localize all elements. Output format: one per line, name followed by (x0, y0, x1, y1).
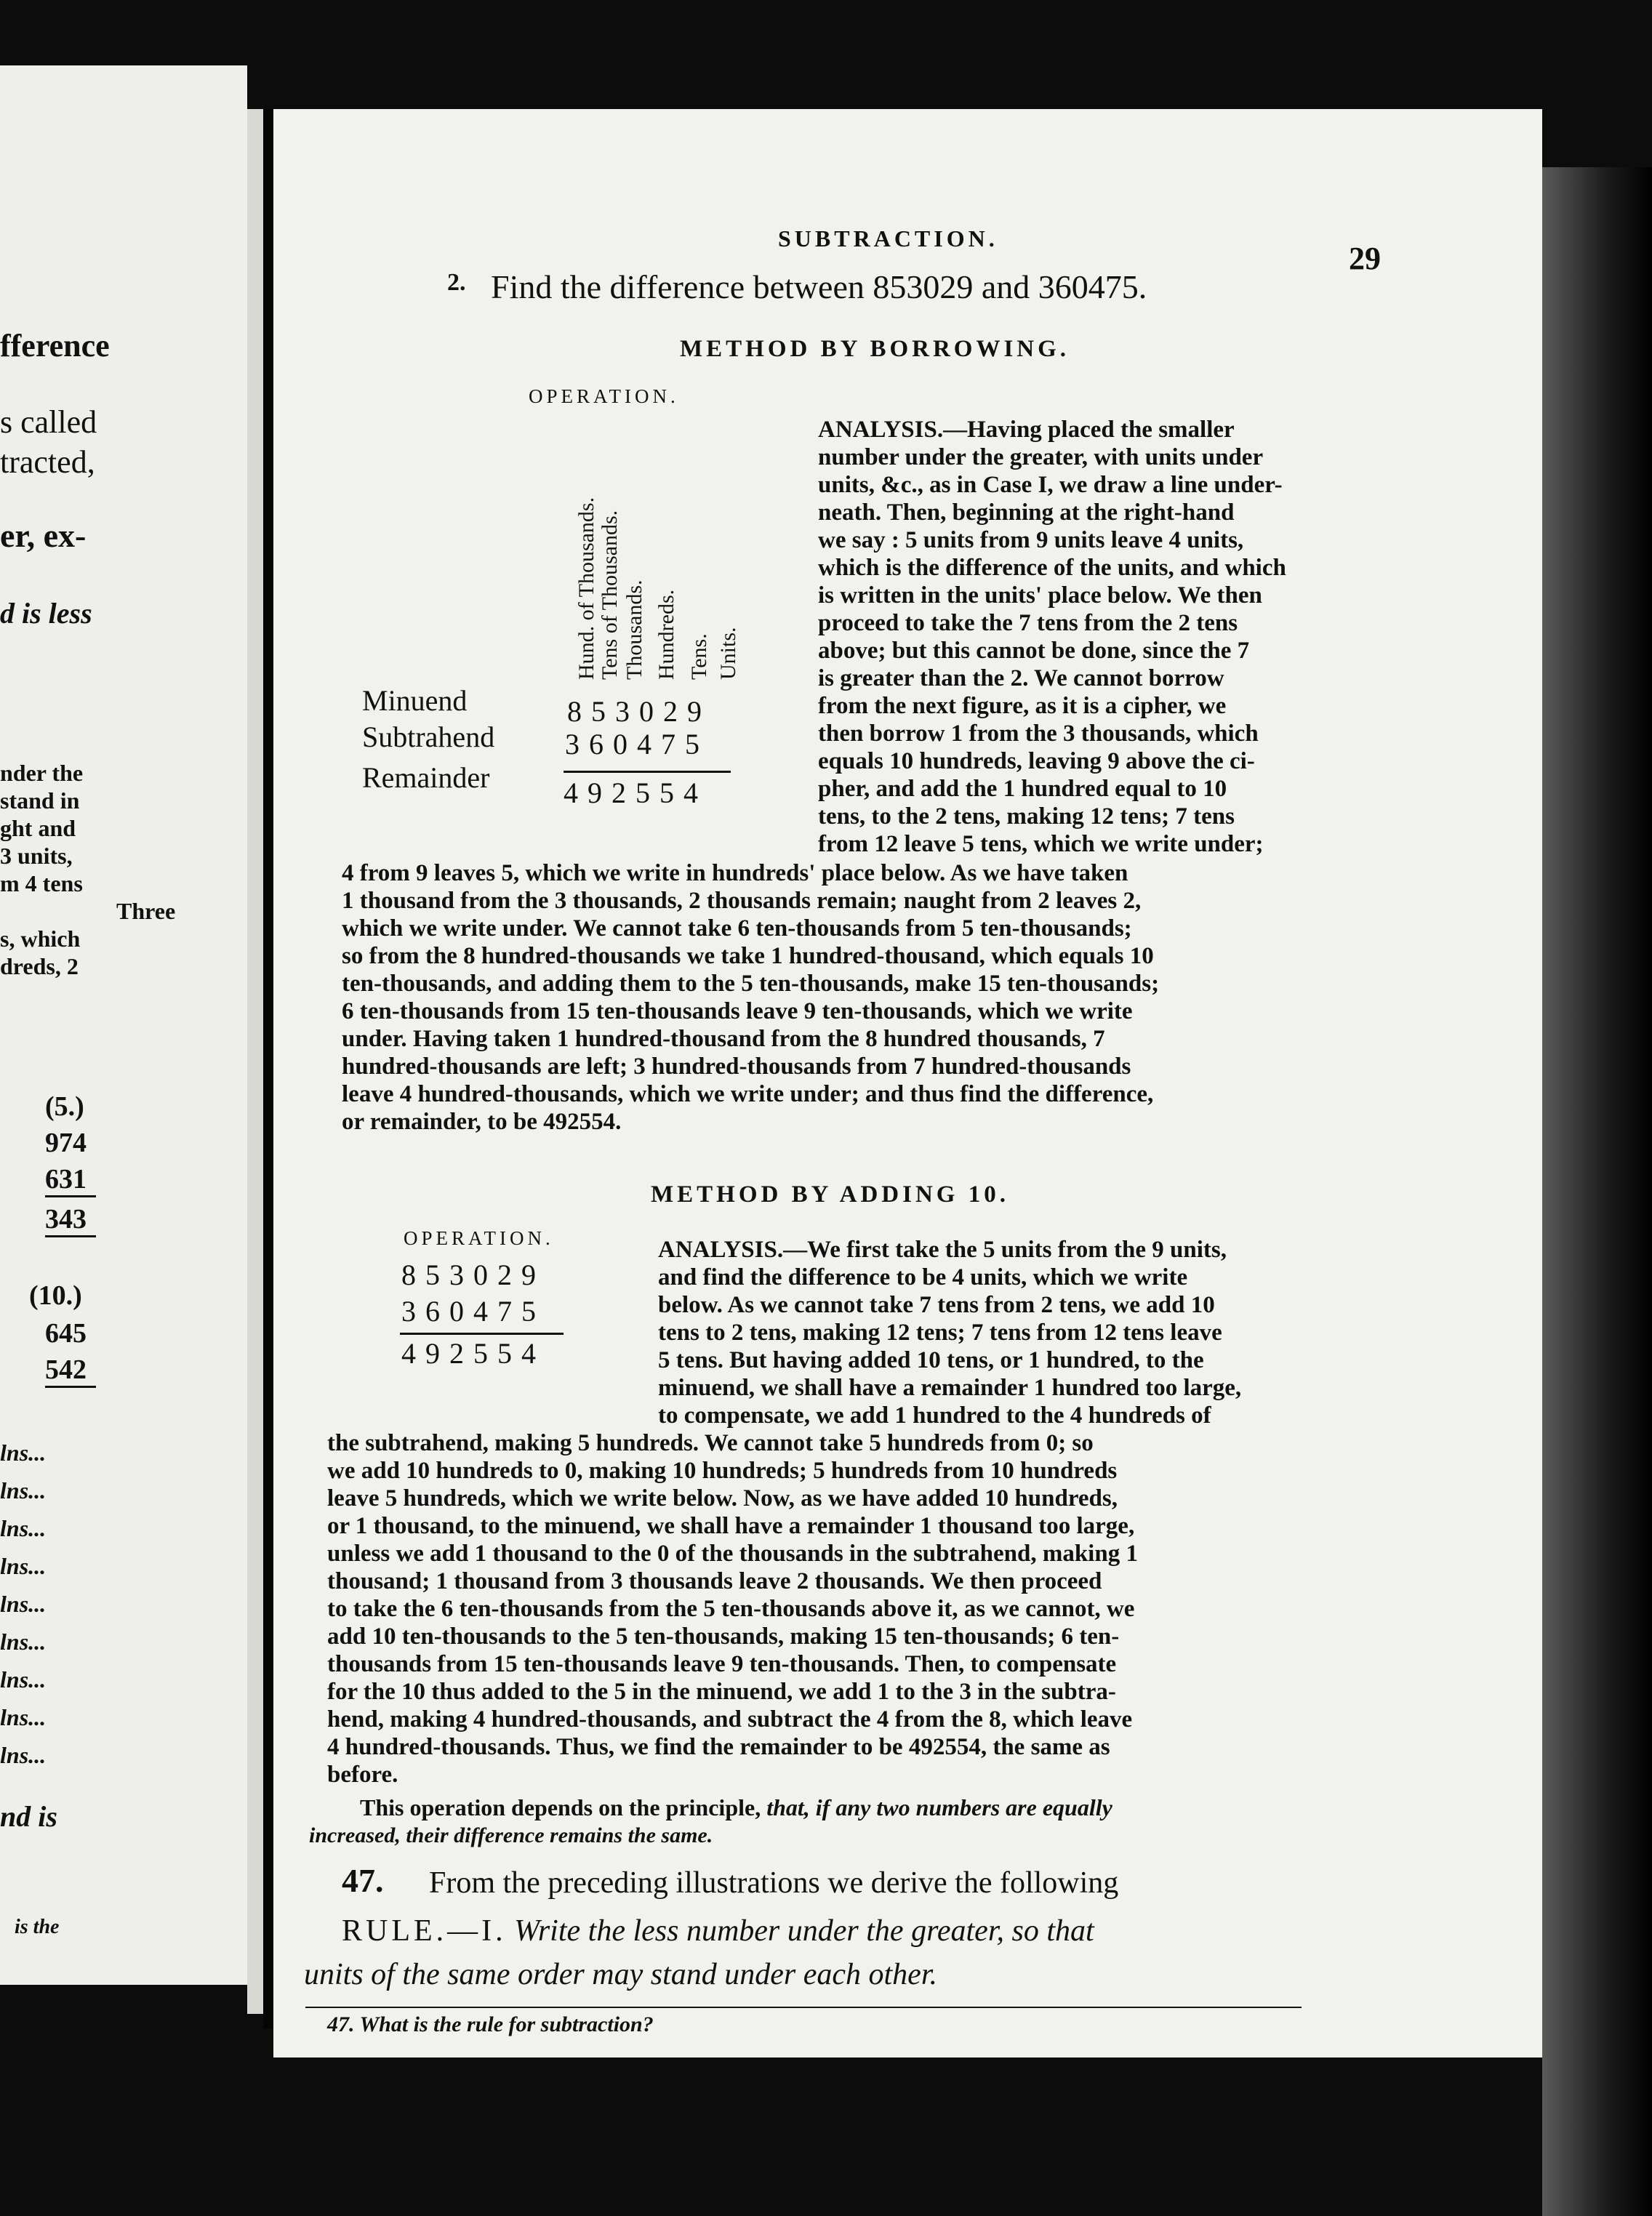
exercise-5-label: (5.) (45, 1091, 84, 1122)
analysis-line: below. As we cannot take 7 tens from 2 tens, we add 10 (658, 1292, 1215, 1318)
left-fragment-line: dreds, 2 (0, 953, 79, 979)
column-line: lns... (0, 1515, 47, 1541)
analysis-line: 6 ten-thousands from 15 ten-thousands leave 9 ten-thousands, which we write (342, 998, 1133, 1024)
book-edge (1542, 167, 1652, 2216)
problem-marker: 2. (447, 269, 466, 296)
analysis-line: units, &c., as in Case I, we draw a line under- (818, 472, 1283, 498)
rule-text-2: units of the same order may stand under each other. (304, 1958, 938, 1991)
analysis-line: or remainder, to be 492554. (342, 1109, 622, 1135)
left-fragment-tail: is the (15, 1916, 60, 1938)
page-gutter (247, 109, 263, 2014)
analysis-line: before. (327, 1762, 398, 1788)
column-label: Hund. of Thousands. (574, 497, 598, 680)
analysis-line: to take the 6 ten-thousands from the 5 ten-thousands above it, as we cannot, we (327, 1596, 1135, 1622)
analysis-line: leave 4 hundred-thousands, which we write under; and thus find the difference, (342, 1081, 1154, 1107)
analysis-line: 4 hundred-thousands. Thus, we find the remainder to be 492554, the same as (327, 1734, 1110, 1760)
analysis-line: tens to 2 tens, making 12 tens; 7 tens from 12 tens leave (658, 1320, 1222, 1346)
analysis-line: unless we add 1 thousand to the 0 of the thousands in the subtrahend, making 1 (327, 1541, 1138, 1567)
exercise-5-remainder: 343 (45, 1203, 96, 1237)
principle-lead: This operation depends on the principle, (360, 1794, 761, 1820)
subtrahend-digits: 360475 (401, 1295, 545, 1328)
analysis-line: ANALYSIS.—We first take the 5 units from the 9 units, (658, 1237, 1227, 1263)
analysis-line: or 1 thousand, to the minuend, we shall have a remainder 1 thousand too large, (327, 1513, 1135, 1539)
minuend-digits: 853029 (401, 1258, 545, 1291)
column-line: lns... (0, 1666, 47, 1693)
rule-label: RULE.—I. (342, 1914, 507, 1948)
column-line: lns... (0, 1629, 47, 1655)
column-line: lns... (0, 1440, 47, 1466)
analysis-line: is written in the units' place below. We then (818, 582, 1262, 609)
analysis-line: leave 5 hundreds, which we write below. Now, as we have added 10 hundreds, (327, 1485, 1118, 1512)
analysis-line: we add 10 hundreds to 0, making 10 hundreds; 5 hundreds from 10 hundreds (327, 1458, 1118, 1484)
analysis-line: ten-thousands, and adding them to the 5 ten-thousands, make 15 ten-thousands; (342, 971, 1160, 997)
left-fragment-line: 3 units, (0, 843, 73, 869)
analysis-line: minuend, we shall have a remainder 1 hundred too large, (658, 1375, 1242, 1401)
analysis-line: 4 from 9 leaves 5, which we write in hundreds' place below. As we have taken (342, 860, 1128, 886)
analysis-line: for the 10 thus added to the 5 in the minuend, we add 1 to the 3 in the subtra- (327, 1679, 1116, 1705)
analysis-line: hundred-thousands are left; 3 hundred-thousands from 7 hundred-thousands (342, 1053, 1131, 1080)
remainder-digits: 492554 (564, 776, 707, 809)
analysis-line: tens, to the 2 tens, making 12 tens; 7 tens (818, 803, 1235, 830)
column-line: lns... (0, 1477, 47, 1504)
operation-label: OPERATION. (404, 1227, 554, 1249)
analysis-line: ANALYSIS.—Having placed the smaller (818, 417, 1235, 443)
principle-line (360, 1794, 1112, 1821)
analysis-line: is greater than the 2. We cannot borrow (818, 665, 1224, 691)
analysis-borrowing-column (818, 416, 1286, 858)
row-label-minuend: Minuend (362, 684, 468, 717)
footnote-question: 47. What is the rule for subtraction? (327, 2012, 654, 2036)
operation-label: OPERATION. (529, 385, 679, 407)
analysis-line: above; but this cannot be done, since the 7 (818, 638, 1250, 664)
exercise-5-subtrahend: 631 (45, 1163, 96, 1197)
section-47-text: From the preceding illustrations we derive the following (429, 1866, 1119, 1900)
left-fragment-line: Three (116, 898, 176, 924)
page-number: 29 (1349, 241, 1381, 276)
exercise-10-subtrahend: 542 (45, 1354, 96, 1388)
analysis-line: pher, and add the 1 hundred equal to 10 (818, 776, 1227, 802)
principle-line-2: increased, their difference remains the same. (309, 1823, 713, 1847)
exercise-10-label: (10.) (29, 1280, 82, 1311)
analysis-line: thousands from 15 ten-thousands leave 9 ten-thousands. Then, to compensate (327, 1651, 1117, 1677)
analysis-line: which is the difference of the units, and which (818, 555, 1286, 581)
column-line: lns... (0, 1704, 47, 1730)
analysis-line: so from the 8 hundred-thousands we take 1 hundred-thousand, which equals 10 (342, 943, 1154, 969)
column-line: lns... (0, 1553, 47, 1579)
analysis-line: we say : 5 units from 9 units leave 4 units, (818, 527, 1244, 553)
left-fragment-line: fference (0, 328, 110, 364)
method-adding-heading: METHOD BY ADDING 10. (651, 1181, 1009, 1208)
analysis-adding-full (327, 1429, 1138, 1789)
column-label: Units. (716, 627, 740, 680)
minuend-digits: 853029 (567, 695, 711, 728)
analysis-line: then borrow 1 from the 3 thousands, which (818, 720, 1259, 747)
exercise-5-minuend: 974 (45, 1128, 87, 1158)
analysis-line: thousand; 1 thousand from 3 thousands leave 2 thousands. We then proceed (327, 1568, 1102, 1594)
analysis-line: hend, making 4 hundred-thousands, and subtract the 4 from the 8, which leave (327, 1706, 1133, 1733)
subtrahend-digits: 360475 (565, 728, 709, 760)
left-fragment-line: nder the (0, 760, 84, 786)
analysis-line: add 10 ten-thousands to the 5 ten-thousands, making 15 ten-thousands; 6 ten- (327, 1623, 1120, 1650)
rule-line (342, 1914, 1094, 1948)
principle-italic: that, if any two numbers are equally (766, 1794, 1112, 1820)
remainder-digits: 492554 (401, 1337, 545, 1370)
analysis-line: from the next figure, as it is a cipher, we (818, 693, 1227, 719)
column-line: lns... (0, 1742, 47, 1768)
sum-line (400, 1333, 564, 1335)
row-label-remainder: Remainder (362, 761, 490, 794)
row-label-subtrahend: Subtrahend (362, 720, 495, 753)
analysis-borrowing-full (342, 859, 1159, 1136)
analysis-line: from 12 leave 5 tens, which we write under; (818, 831, 1264, 857)
running-title: SUBTRACTION. (778, 225, 998, 252)
analysis-line: the subtrahend, making 5 hundreds. We cannot take 5 hundreds from 0; so (327, 1430, 1094, 1456)
analysis-line: neath. Then, beginning at the right-hand (818, 499, 1235, 526)
column-label: Tens of Thousands. (598, 510, 622, 680)
left-fragment-line: ght and (0, 815, 76, 841)
column-label: Tens. (687, 633, 711, 680)
rule-text: Write the less number under the greater, so that (514, 1914, 1094, 1948)
analysis-line: and find the difference to be 4 units, which we write (658, 1264, 1188, 1290)
analysis-line: under. Having taken 1 hundred-thousand from the 8 hundred thousands, 7 (342, 1026, 1105, 1052)
analysis-adding-column (658, 1236, 1241, 1429)
left-fragment-line: stand in (0, 787, 80, 814)
left-fragment-line: m 4 tens (0, 870, 83, 896)
left-fragment-line: d is less (0, 597, 92, 630)
left-fragment-line: s called (0, 404, 97, 440)
analysis-line: 5 tens. But having added 10 tens, or 1 hundred, to the (658, 1347, 1204, 1373)
analysis-line: proceed to take the 7 tens from the 2 tens (818, 610, 1238, 636)
footnote-rule (305, 2007, 1302, 2008)
left-fragment-line: tracted, (0, 444, 95, 480)
analysis-line: equals 10 hundreds, leaving 9 above the ci- (818, 748, 1255, 774)
left-fragment-line: s, which (0, 926, 81, 952)
left-fragment-tail: nd is (0, 1800, 57, 1833)
problem-statement: Find the difference between 853029 and 360475. (491, 268, 1147, 305)
sum-line (564, 771, 731, 773)
column-label: Hundreds. (654, 589, 678, 680)
left-page-fragment (0, 65, 247, 1985)
analysis-line: number under the greater, with units under (818, 444, 1264, 470)
analysis-line: to compensate, we add 1 hundred to the 4 hundreds of (658, 1402, 1211, 1429)
section-number: 47. (342, 1862, 384, 1899)
page-gutter-shadow (263, 109, 273, 2028)
analysis-line: 1 thousand from the 3 thousands, 2 thousands remain; naught from 2 leaves 2, (342, 888, 1142, 914)
analysis-line: which we write under. We cannot take 6 ten-thousands from 5 ten-thousands; (342, 915, 1132, 942)
column-label: Thousands. (622, 579, 646, 680)
left-fragment-line: er, ex- (0, 517, 87, 554)
exercise-10-minuend: 645 (45, 1318, 87, 1349)
method-borrowing-heading: METHOD BY BORROWING. (680, 336, 1070, 362)
column-line: lns... (0, 1591, 47, 1617)
